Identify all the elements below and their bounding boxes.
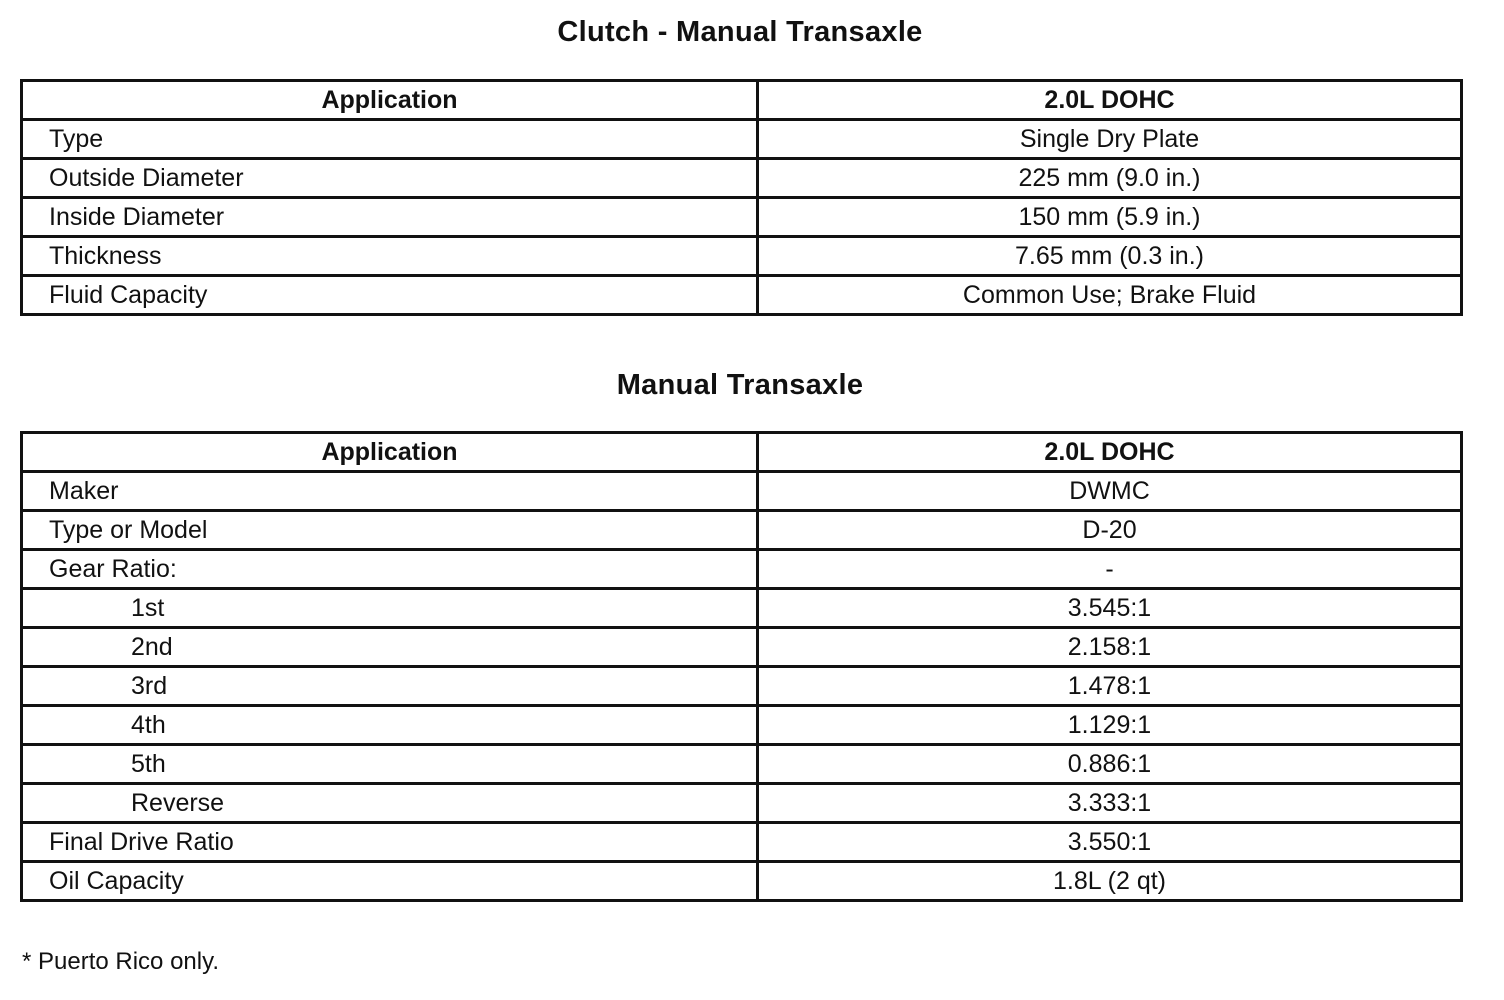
row-value: 0.886:1 bbox=[758, 745, 1462, 784]
row-label: Fluid Capacity bbox=[22, 276, 758, 315]
application-header: Application bbox=[22, 81, 758, 120]
table-row bbox=[22, 159, 1462, 198]
row-value: 225 mm (9.0 in.) bbox=[758, 159, 1462, 198]
row-label: Type bbox=[22, 120, 758, 159]
row-value: Common Use; Brake Fluid bbox=[758, 276, 1462, 315]
table-row bbox=[22, 862, 1462, 901]
table-row bbox=[22, 667, 1462, 706]
row-value: 1.8L (2 qt) bbox=[758, 862, 1462, 901]
clutch-spec-table bbox=[20, 79, 1463, 316]
table-row bbox=[22, 276, 1462, 315]
row-value: 1.129:1 bbox=[758, 706, 1462, 745]
row-label: 4th bbox=[22, 706, 758, 745]
row-value: 150 mm (5.9 in.) bbox=[758, 198, 1462, 237]
row-label: Oil Capacity bbox=[22, 862, 758, 901]
transaxle-spec-table bbox=[20, 431, 1463, 902]
engine-header: 2.0L DOHC bbox=[758, 433, 1462, 472]
table-row bbox=[22, 628, 1462, 667]
row-label: 1st bbox=[22, 589, 758, 628]
row-value: 1.478:1 bbox=[758, 667, 1462, 706]
engine-header: 2.0L DOHC bbox=[758, 81, 1462, 120]
row-value: - bbox=[758, 550, 1462, 589]
table-row bbox=[22, 589, 1462, 628]
table-row bbox=[22, 120, 1462, 159]
row-label: Inside Diameter bbox=[22, 198, 758, 237]
row-label: Maker bbox=[22, 472, 758, 511]
row-label: Outside Diameter bbox=[22, 159, 758, 198]
table-row bbox=[22, 745, 1462, 784]
row-label: Thickness bbox=[22, 237, 758, 276]
row-value: Single Dry Plate bbox=[758, 120, 1462, 159]
table-row bbox=[22, 511, 1462, 550]
row-label: Gear Ratio: bbox=[22, 550, 758, 589]
row-label: Final Drive Ratio bbox=[22, 823, 758, 862]
table-header-row bbox=[22, 81, 1462, 120]
footnote: * Puerto Rico only. bbox=[22, 948, 219, 975]
table-row bbox=[22, 472, 1462, 511]
application-header: Application bbox=[22, 433, 758, 472]
clutch-section-title: Clutch - Manual Transaxle bbox=[557, 16, 923, 48]
row-label: 2nd bbox=[22, 628, 758, 667]
table-row bbox=[22, 550, 1462, 589]
table-row bbox=[22, 198, 1462, 237]
row-label: Reverse bbox=[22, 784, 758, 823]
table-row bbox=[22, 237, 1462, 276]
row-value: 3.545:1 bbox=[758, 589, 1462, 628]
row-value: 3.550:1 bbox=[758, 823, 1462, 862]
transaxle-section-title: Manual Transaxle bbox=[616, 369, 864, 401]
row-value: 7.65 mm (0.3 in.) bbox=[758, 237, 1462, 276]
row-value: 2.158:1 bbox=[758, 628, 1462, 667]
row-label: 5th bbox=[22, 745, 758, 784]
table-header-row bbox=[22, 433, 1462, 472]
row-value: 3.333:1 bbox=[758, 784, 1462, 823]
row-value: DWMC bbox=[758, 472, 1462, 511]
row-label: Type or Model bbox=[22, 511, 758, 550]
table-row bbox=[22, 784, 1462, 823]
row-label: 3rd bbox=[22, 667, 758, 706]
table-row bbox=[22, 706, 1462, 745]
table-row bbox=[22, 823, 1462, 862]
row-value: D-20 bbox=[758, 511, 1462, 550]
